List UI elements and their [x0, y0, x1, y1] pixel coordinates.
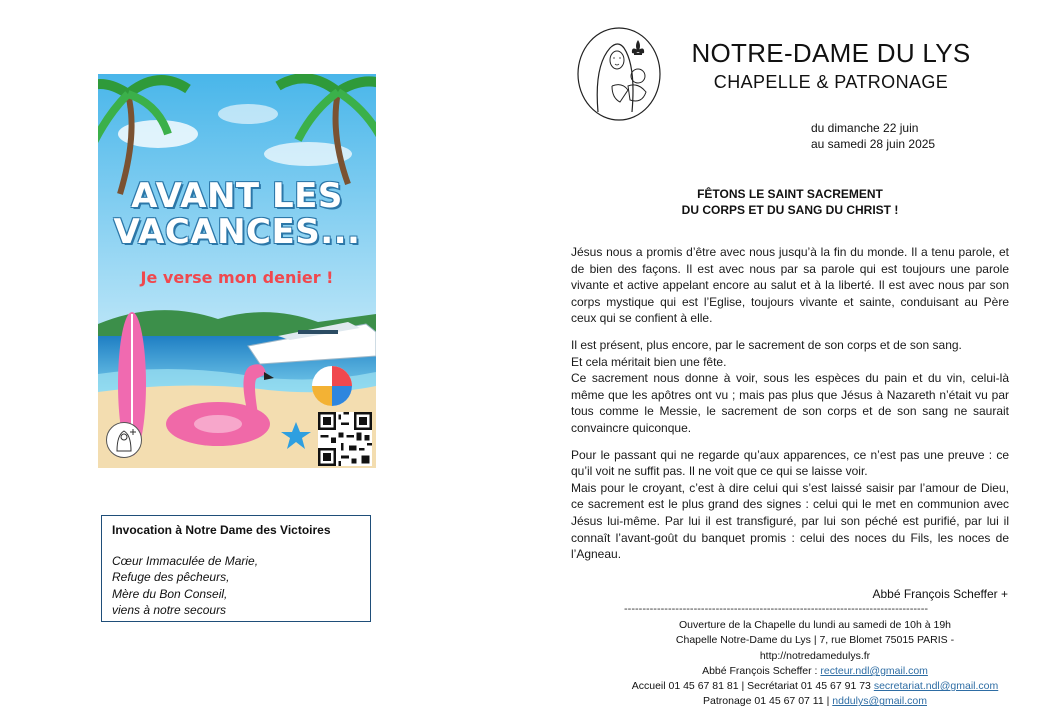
poster-title-line1: AVANT LES	[131, 176, 343, 216]
paragraph: Jésus nous a promis d’être avec nous jusqu’à la fin du monde. Il a tenu parole, et de bien des façons. Il est avec nous par sa parole qui est toujours une parole vivante et active appelant encore au salut et à la liberté. Il est avec nous par son corps mystique qui est l’Eglise, toujours vivante et sainte, conduisant au Père ceux qui se confient à elle.	[571, 245, 1009, 326]
opening-hours: Ouverture de la Chapelle du lundi au samedi de 10h à 19h	[678, 619, 952, 631]
virgin-and-child-seal-icon	[576, 26, 662, 122]
organization-subtitle: CHAPELLE & PATRONAGE	[713, 72, 949, 92]
headline-line1: FÊTONS LE SAINT SACREMENT	[697, 187, 883, 201]
patronage-email-link[interactable]: nddulys@gmail.com	[832, 695, 927, 708]
website-link[interactable]: http://notredamedulys.fr	[759, 649, 871, 662]
contact-footer	[600, 618, 1030, 710]
poster-title-line2: VACANCES...	[113, 212, 361, 252]
invocation-line: viens à notre secours	[112, 603, 227, 617]
paragraph	[571, 447, 1009, 563]
invocation-title: Invocation à Notre Dame des Victoires	[112, 523, 331, 537]
paragraph-line: Et cela méritait bien une fête.	[571, 354, 727, 369]
patronage-contact	[600, 694, 1030, 709]
article-headline	[570, 186, 1010, 218]
headline-line2: DU CORPS ET DU SANG DU CHRIST !	[681, 203, 899, 217]
secretariat-email-link[interactable]: secretariat.ndl@gmail.com	[873, 680, 999, 693]
qr-code-icon[interactable]	[318, 412, 372, 466]
invocation-box	[101, 515, 371, 622]
reception-phones: Accueil 01 45 67 81 81 | Secrétariat 01 45 67 91 73	[631, 680, 874, 693]
priest-label: Abbé François Scheffer :	[702, 664, 821, 677]
vacation-poster	[98, 74, 376, 468]
chapel-logo-icon	[106, 422, 142, 458]
address: Chapelle Notre-Dame du Lys | 7, rue Blomet 75015 PARIS -	[675, 634, 955, 647]
phone-contacts	[600, 679, 1030, 694]
paragraph-line: Pour le passant qui ne regarde qu’aux apparences, ce n’est pas une preuve : ce qu’il voit ne suffit pas. Il ne voit que ce qui se laisse voir.	[571, 447, 1009, 479]
article-body	[571, 244, 1009, 573]
invocation-line: Refuge des pêcheurs,	[112, 570, 230, 584]
beach-ball-icon	[312, 366, 352, 406]
paragraph-line: Mais pour le croyant, c’est à dire celui qui s’est laissé saisir par l’amour de Dieu, ce sacrement est le plus grand des signes : celui qui le met en communion avec Jésus lui-même. Par lui il est transfiguré, par lui son péché est purifié, par lui il connaît l’avant-goût du banquet promis : celui des noces du Fils, les noces de l’Agneau.	[571, 480, 1009, 562]
priest-email-link[interactable]: recteur.ndl@gmail.com	[820, 664, 928, 677]
organization-name: NOTRE-DAME DU LYS	[691, 38, 971, 68]
invocation-line: Cœur Immaculée de Marie,	[112, 553, 259, 568]
signature: Abbé François Scheffer +	[872, 587, 1008, 601]
paragraph-line: Ce sacrement nous donne à voir, sous les espèces du pain et du vin, celui-là même que les apôtres ont vu ; mais pas plus que Jésus à Nazareth n’était vu par tous comme le Messie, le sacrement de son corps et de son sang ne saurait convaincre quiconque.	[571, 371, 1009, 435]
invocation-line: Mère du Bon Conseil,	[112, 586, 228, 601]
date-line-start: du dimanche 22 juin	[811, 121, 919, 135]
patronage-phone: Patronage 01 45 67 07 11 |	[703, 695, 833, 708]
paragraph-line: Il est présent, plus encore, par le sacrement de son corps et de son sang.	[571, 337, 962, 352]
divider-line: -----------------------------------------------------------------------------------	[624, 603, 929, 615]
paragraph	[571, 337, 1009, 437]
date-line-end: au samedi 28 juin 2025	[811, 137, 936, 151]
poster-title	[98, 178, 376, 250]
poster-subtitle: Je verse mon denier !	[140, 268, 334, 287]
priest-contact	[600, 664, 1030, 679]
week-dates	[811, 120, 935, 152]
